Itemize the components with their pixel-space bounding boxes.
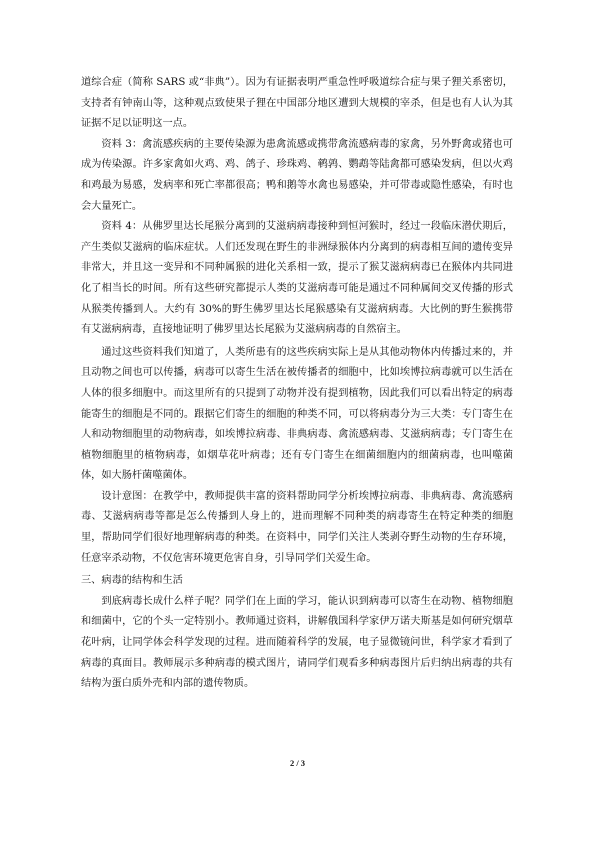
paragraph-sars-continued: 道综合症（简称 SARS 或“非典”）。因为有证据表明严重急性呼吸道综合症与果子狸关系密切，支持者有钟南山等，这种观点致使果子狸在中国部分地区遭到大规模的宰杀，但是也有人认为其证据不足以证明这一点。	[81, 77, 513, 130]
paragraph-virus-structure: 到底病毒长成什么样子呢？同学们在上面的学习，能认识到病毒可以寄生在动物、植物细胞和细菌中，它的个头一定特别小。教师通过资料，讲解俄国科学家伊万诺夫斯基是如何研究烟草花叶病，让同学体会科学发现的过程。进而随着科学的发展，电子显微镜问世，科学家才看到了病毒的真面目。教师展示多种病毒的模式图片，请同学们观看多种病毒图片后归纳出病毒的共有结构为蛋白质外壳和内部的遗传物质。	[81, 595, 513, 690]
section-heading: 三、病毒的结构和生活	[81, 575, 183, 587]
paragraph-material-4: 资料 4：从佛罗里达长尾猴分离到的艾滋病病毒接种到恒河猴时，经过一段临床潜伏期后，产生类似艾滋病的临床症状。人们还发现在野生的非洲绿猴体内分离到的病毒相互间的遗传变异非常大，并且这一变异和不同种属猴的进化关系相一致，提示了猴艾滋病病毒已在猴体内共同进化了相当长的时间。所有这些研究都提示人类的艾滋病毒可能是通过不同种属间交叉传播的形式从猴类传播到人。大约有 30%的野生佛罗里达长尾猴感染有艾滋病病毒。大比例的野生猴携带有艾滋病病毒，直接地证明了佛罗里达长尾猴为艾滋病病毒的自然宿主。	[81, 221, 513, 336]
paragraph-material-3: 资料 3：禽流感疾病的主要传染源为患禽流感或携带禽流感病毒的家禽，另外野禽或猪也可成为传染源。许多家禽如火鸡、鸡、鸽子、珍珠鸡、鹌鹑、鹦鹉等陆禽都可感染发病，但以火鸡和鸡最为易感，发病率和死亡率都很高；鸭和鹅等水禽也易感染，并可带毒或隐性感染，有时也会大量死亡。	[81, 138, 513, 212]
page-number: 2 / 3	[289, 758, 306, 768]
paragraph-virus-classification: 通过这些资料我们知道了，人类所患有的这些疾病实际上是从其他动物体内传播过来的，并且动物之间也可以传播，病毒可以寄生生活在被传播者的细胞中，比如埃博拉病毒就可以生活在人体的很多细胞中。而这里所有的只提到了动物并没有提到植物，因此我们可以看出特定的病毒能寄生的细胞是不同的。跟据它们寄生的细胞的种类不同，可以将病毒分为三大类：专门寄生在人和动物细胞里的动物病毒，如埃博拉病毒、非典病毒、禽流感病毒、艾滋病病毒；专门寄生在植物细胞里的植物病毒，如烟草花叶病毒；还有专门寄生在细菌细胞内的细菌病毒，也叫噬菌体，如大肠杆菌噬菌体。	[81, 346, 513, 482]
paragraph-design-intent: 设计意图：在教学中，教师提供丰富的资料帮助同学分析埃博拉病毒、非典病毒、禽流感病毒、艾滋病病毒等都是怎么传播到人身上的，进而理解不同种类的病毒寄生在特定种类的细胞里，帮助同学们很好地理解病毒的种类。在资料中，同学们关注人类剥夺野生动物的生存环境，任意宰杀动物，不仅危害环境更危害自身，引导同学们关爱生命。	[81, 490, 513, 564]
document-body	[81, 73, 513, 695]
